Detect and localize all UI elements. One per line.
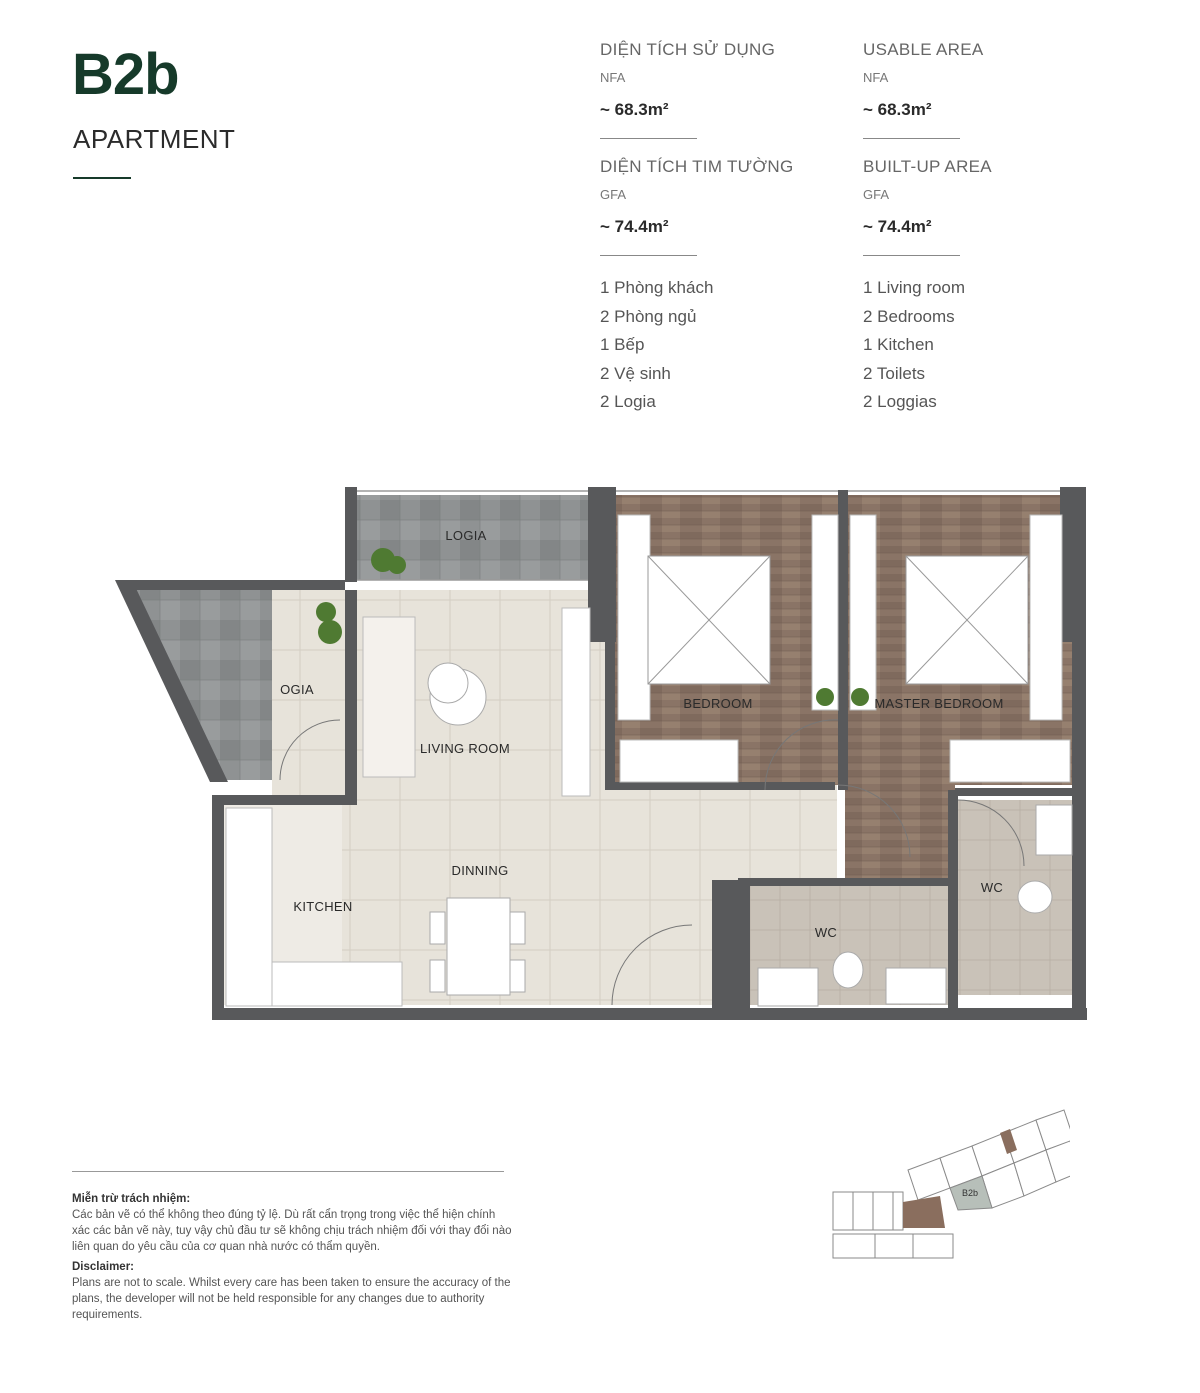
title-underline bbox=[73, 177, 131, 179]
floor-plan bbox=[110, 480, 1090, 1025]
disclaimer-divider bbox=[72, 1171, 504, 1172]
room-list-en bbox=[863, 274, 1113, 417]
built-area-label-vi: DIỆN TÍCH TIM TƯỜNG bbox=[600, 157, 794, 176]
key-plan bbox=[830, 1108, 1070, 1268]
corridor-floor bbox=[845, 785, 955, 880]
master-bedroom-label: MASTER BEDROOM bbox=[874, 696, 1004, 711]
disclaimer-title-vi: Miễn trừ trách nhiệm: bbox=[72, 1193, 191, 1205]
room-item: 2 Logia bbox=[600, 392, 656, 411]
unit-type: APARTMENT bbox=[73, 124, 236, 154]
living-room-label: LIVING ROOM bbox=[420, 741, 510, 756]
room-item: 1 Phòng khách bbox=[600, 278, 714, 297]
usable-area-sub-en: NFA bbox=[863, 70, 889, 85]
room-list-vi bbox=[600, 274, 850, 417]
usable-area-label-vi: DIỆN TÍCH SỬ DỤNG bbox=[600, 40, 776, 59]
room-item: 1 Bếp bbox=[600, 335, 645, 354]
spec-divider bbox=[863, 255, 960, 256]
bedroom-label: BEDROOM bbox=[683, 696, 753, 711]
keyplan-unit-label: B2b bbox=[961, 1188, 979, 1198]
wc2-label: WC bbox=[980, 880, 1004, 895]
logia-label: LOGIA bbox=[445, 528, 487, 543]
dinning-label: DINNING bbox=[451, 863, 509, 878]
room-item: 1 Living room bbox=[863, 278, 966, 297]
usable-area-value-en: ~ 68.3m² bbox=[863, 100, 932, 119]
room-item: 2 Phòng ngủ bbox=[600, 306, 697, 326]
spec-column-en bbox=[863, 40, 1113, 417]
disclaimer-title-en: Disclaimer: bbox=[72, 1261, 135, 1273]
spec-divider bbox=[600, 138, 697, 139]
room-item: 1 Kitchen bbox=[863, 335, 934, 354]
usable-area-value-vi: ~ 68.3m² bbox=[600, 100, 669, 119]
usable-area-label-en: USABLE AREA bbox=[863, 40, 984, 59]
usable-area-sub-vi: NFA bbox=[600, 70, 626, 85]
spec-column-vi bbox=[600, 40, 850, 417]
wc1-label: WC bbox=[814, 925, 838, 940]
built-area-sub-vi: GFA bbox=[600, 187, 627, 202]
spec-divider bbox=[863, 138, 960, 139]
spec-divider bbox=[600, 255, 697, 256]
ogia-label: OGIA bbox=[280, 682, 314, 697]
built-area-sub-en: GFA bbox=[863, 187, 890, 202]
disclaimer-text-en: Plans are not to scale. Whilst every care has been taken to ensure the accuracy of the plans, the developer will not be held responsible for any changes due to authority requirements. bbox=[72, 1277, 511, 1321]
room-item: 2 Vệ sinh bbox=[600, 363, 671, 383]
disclaimer bbox=[72, 1191, 512, 1323]
disclaimer-text-vi: Các bản vẽ có thể không theo đúng tỷ lệ. Dù rất cẩn trọng trong việc thể hiện chính xác các bản vẽ này, tuy vậy chủ đầu tư sẽ không chịu trách nhiệm đối với thay đổi nào liên quan do yêu cầu của cơ quan nhà nước có thẩm quyền. bbox=[72, 1209, 512, 1253]
built-area-value-en: ~ 74.4m² bbox=[863, 217, 932, 236]
keyplan-core bbox=[903, 1196, 945, 1228]
room-item: 2 Bedrooms bbox=[863, 306, 955, 326]
built-area-label-en: BUILT-UP AREA bbox=[863, 157, 992, 176]
room-item: 2 Loggias bbox=[863, 392, 937, 411]
built-area-value-vi: ~ 74.4m² bbox=[600, 217, 669, 236]
room-item: 2 Toilets bbox=[863, 363, 926, 383]
unit-code: B2b bbox=[72, 42, 179, 107]
kitchen-label: KITCHEN bbox=[293, 899, 353, 914]
